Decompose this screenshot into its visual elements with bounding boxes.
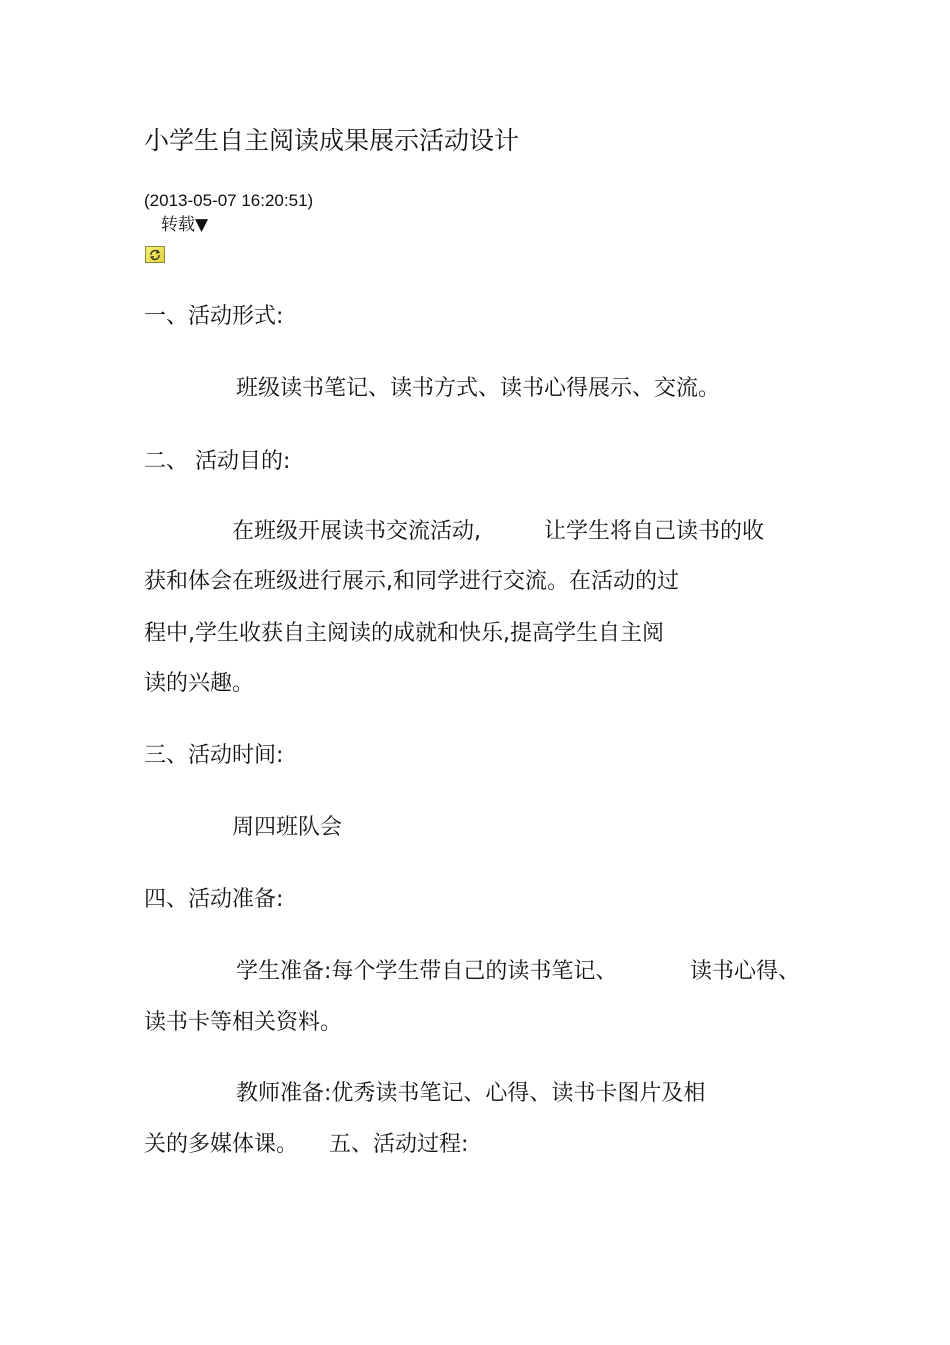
- student-prep-line-c: 读书卡等相关资料。: [144, 1010, 343, 1035]
- purpose-line-4: 读的兴趣。: [144, 671, 255, 696]
- section-heading-purpose: 二、 活动目的:: [144, 449, 291, 474]
- section-heading-preparation: 四、活动准备:: [144, 887, 284, 912]
- teacher-prep-line-b: 关的多媒体课。: [144, 1132, 299, 1157]
- refresh-icon[interactable]: [145, 246, 165, 263]
- section-heading-time: 三、活动时间:: [144, 743, 284, 768]
- page-title: 小学生自主阅读成果展示活动设计: [144, 126, 520, 155]
- section-body-time: 周四班队会: [232, 815, 343, 840]
- teacher-prep-line-a: 教师准备:优秀读书笔记、心得、读书卡图片及相: [236, 1081, 706, 1106]
- purpose-line-2: 获和体会在班级进行展示,和同学进行交流。在活动的过: [144, 569, 679, 594]
- student-prep-line-a: 学生准备:每个学生带自己的读书笔记、: [236, 959, 618, 984]
- purpose-line-1b: 让学生将自己读书的收: [544, 519, 765, 544]
- purpose-line-3: 程中,学生收获自主阅读的成就和快乐,提高学生自主阅: [144, 621, 664, 646]
- section-heading-form: 一、活动形式:: [144, 304, 284, 329]
- student-prep-line-b: 读书心得、: [690, 959, 801, 984]
- post-date: (2013-05-07 16:20:51): [144, 191, 314, 210]
- section-heading-process: 五、活动过程:: [329, 1132, 469, 1157]
- section-body-form: 班级读书笔记、读书方式、读书心得展示、交流。: [236, 376, 721, 401]
- purpose-line-1a: 在班级开展读书交流活动,: [232, 519, 481, 544]
- repost-link[interactable]: 转载▼: [161, 215, 209, 235]
